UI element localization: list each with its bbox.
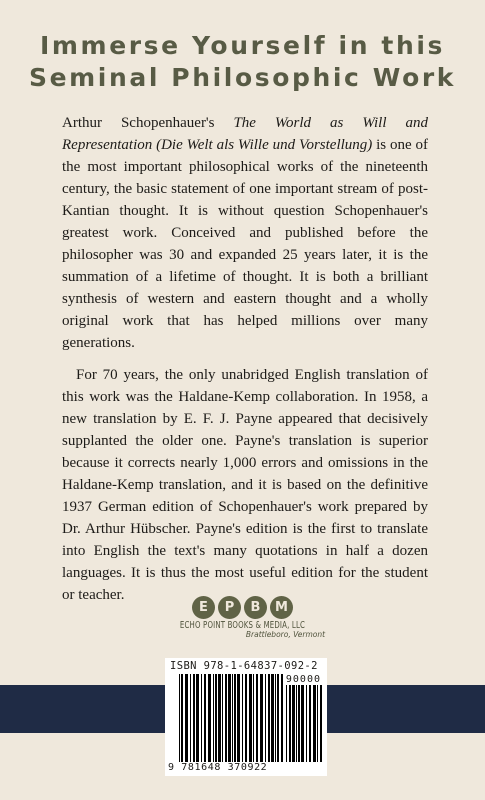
barcode-bar <box>181 674 183 762</box>
barcode-bar <box>215 674 217 762</box>
barcode-bar <box>277 674 279 762</box>
barcode-bar <box>281 674 283 762</box>
barcode-bar <box>213 674 214 762</box>
barcode-bar <box>256 674 258 762</box>
barcode-bar <box>228 674 231 762</box>
publisher-location: Brattleboro, Vermont <box>245 630 326 639</box>
paragraph-1-rest: is one of the most important philosophical works of the nineteenth century, the basic statement of one important stream of post-Kantian thought. It is without question Schopenhauer's greatest work. Conceived and published before the philosopher was 30 and expanded 25 years later, it is the summation of a lifetime of thought. It is both a brilliant synthesis of western and eastern thought and a wholly original work that has helped millions over many generations. <box>62 137 428 351</box>
isbn-label: ISBN 978-1-64837-092-2 <box>170 660 318 672</box>
barcode-bar <box>190 674 191 762</box>
barcode-bar <box>265 674 266 762</box>
barcode-bar <box>204 674 206 762</box>
barcode-bar <box>317 685 318 762</box>
logo-circles <box>0 596 485 619</box>
barcode-bar <box>249 674 252 762</box>
barcode-bar <box>309 685 311 762</box>
paragraph-1-lead: Arthur Schopenhauer's <box>62 115 234 131</box>
barcode-bar <box>306 685 307 762</box>
barcode-bar <box>292 685 295 762</box>
barcode-bar <box>298 685 300 762</box>
barcode-bar <box>313 685 316 762</box>
logo-letter-b: B <box>244 596 267 619</box>
barcode-bar <box>193 674 195 762</box>
barcode-bar <box>242 674 243 762</box>
barcode-bar <box>234 674 236 762</box>
barcode-bar <box>286 685 287 762</box>
ean-digits: 9 781648 370922 <box>168 762 268 773</box>
barcode-bar <box>222 674 223 762</box>
barcode-bar <box>268 674 270 762</box>
barcode-bar <box>275 674 276 762</box>
logo-letter-p: P <box>218 596 241 619</box>
barcode-bar <box>289 685 291 762</box>
barcode-box <box>165 658 327 776</box>
publisher-name: ECHO POINT BOOKS & MEDIA, LLC <box>179 620 306 631</box>
barcode-bar <box>245 674 247 762</box>
publisher-logo <box>0 596 485 639</box>
description-paragraph-1 <box>62 112 428 354</box>
barcode-bar <box>320 685 322 762</box>
barcode-bar <box>201 674 202 762</box>
price-addon-barcode <box>286 685 322 762</box>
barcode-bar <box>271 674 274 762</box>
ean-barcode <box>179 674 283 762</box>
barcode-bar <box>218 674 221 762</box>
barcode-bar <box>232 674 233 762</box>
headline-line-1: Immerse Yourself in this <box>40 31 445 60</box>
barcode-bar <box>237 674 240 762</box>
barcode-bar <box>185 674 188 762</box>
barcode-bar <box>225 674 227 762</box>
logo-letter-e: E <box>192 596 215 619</box>
barcode-bar <box>296 685 297 762</box>
barcode-bar <box>253 674 254 762</box>
barcode-bar <box>196 674 199 762</box>
description-paragraph-2: For 70 years, the only unabridged English translation of this work was the Haldane-Kemp collaboration. In 1958, a new translation by E. F. J. Payne appeared that decisively supplanted the older one. Payne's translation is superior because it corrects nearly 1,000 errors and omissions in the Haldane-Kemp translation, and it is based on the definitive 1937 German edition of Schopenhauer's work prepared by Dr. Arthur Hübscher. Payne's edition is the first to translate into English the text's many quotations in half a dozen languages. It is thus the most useful edition for the student or teacher. <box>62 367 428 603</box>
headline-line-2: Seminal Philosophic Work <box>28 63 456 92</box>
price-code: 90000 <box>285 674 321 685</box>
barcode-bar <box>301 685 304 762</box>
book-title: The World as Will and Representation (Die Welt als Wille und Vorstellung) <box>62 115 428 153</box>
barcode-bar <box>208 674 211 762</box>
logo-letter-m: M <box>270 596 293 619</box>
barcode-bar <box>179 674 180 762</box>
barcode-bar <box>260 674 263 762</box>
headline <box>0 30 485 94</box>
description <box>62 112 428 616</box>
